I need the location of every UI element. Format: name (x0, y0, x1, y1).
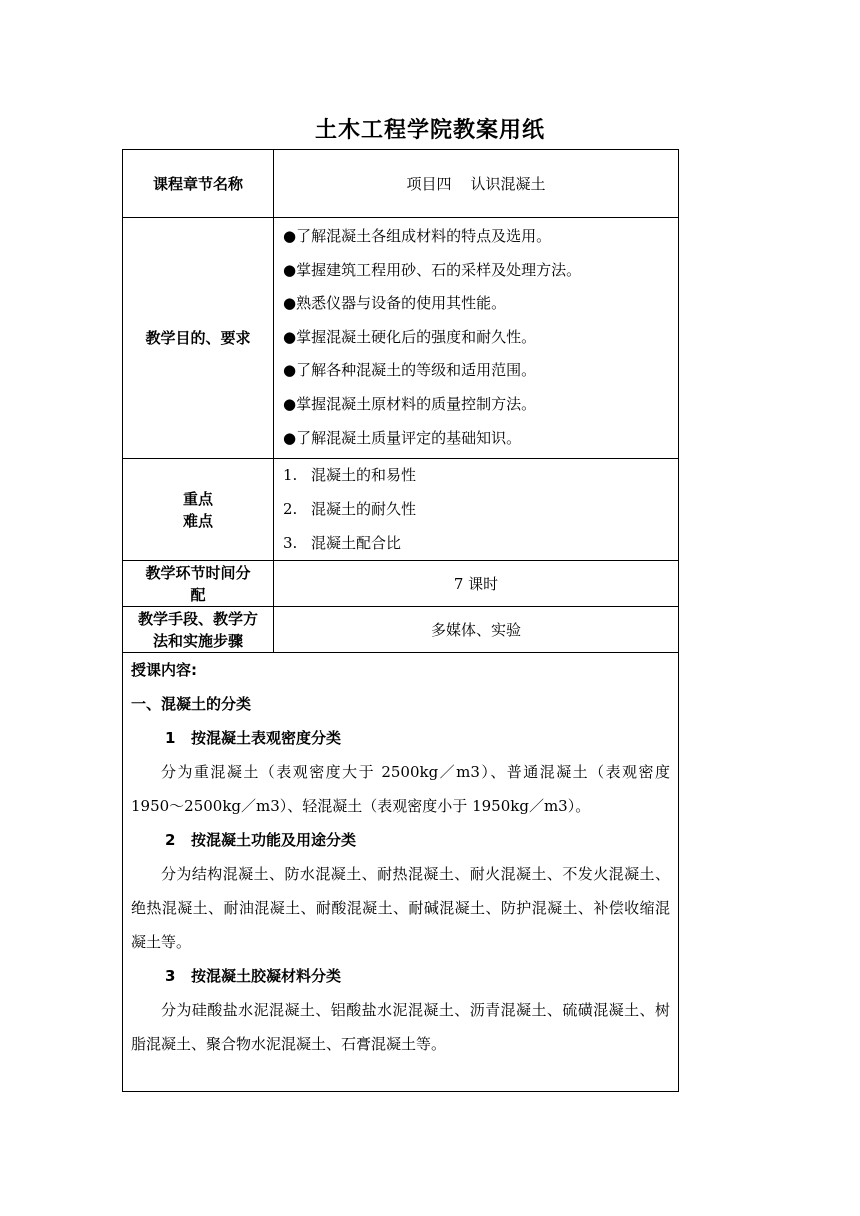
page-title: 土木工程学院教案用纸 (314, 118, 545, 143)
objective-item: ●了解混凝土质量评定的基础知识。 (283, 428, 522, 447)
objectives-list (274, 218, 678, 458)
bullet-icon: ● (283, 361, 297, 380)
chapter-value (274, 150, 679, 218)
lecture-content (123, 653, 679, 1092)
objective-item: ●了解各种混凝土的等级和适用范围。 (283, 361, 537, 380)
content-row (123, 653, 679, 1092)
subsection-heading: 1 按混凝土表观密度分类 (165, 729, 342, 748)
objectives-cell (274, 218, 679, 459)
subsection-paragraph: 分为硅酸盐水泥混凝土、铝酸盐水泥混凝土、沥青混凝土、硫磺混凝土、树脂混凝土、聚合物水泥混凝土、石膏混凝土等。 (131, 1001, 670, 1054)
bullet-icon: ● (283, 394, 297, 413)
time-row (123, 561, 679, 607)
bullet-icon: ● (283, 294, 297, 313)
chapter-label: 课程章节名称 (123, 150, 274, 218)
bullet-icon: ● (283, 327, 297, 346)
subsection-heading: 2 按混凝土功能及用途分类 (165, 831, 357, 850)
subsection-paragraph: 分为结构混凝土、防水混凝土、耐热混凝土、耐火混凝土、不发火混凝土、绝热混凝土、耐油混凝土、耐酸混凝土、耐碱混凝土、防护混凝土、补偿收缩混凝土等。 (131, 865, 670, 952)
objectives-label: 教学目的、要求 (123, 218, 274, 459)
time-value: 7 课时 (274, 561, 679, 607)
key-point-item: 1. 混凝土的和易性 (283, 466, 417, 485)
objective-item: ●掌握建筑工程用砂、石的采样及处理方法。 (283, 260, 582, 279)
bullet-icon: ● (283, 227, 297, 245)
key-point-item: 3. 混凝土配合比 (283, 533, 402, 552)
subsection-heading: 3 按混凝土胶凝材料分类 (165, 967, 342, 986)
time-label: 教学环节时间分 配 (123, 561, 274, 607)
key-points-cell (274, 459, 679, 561)
chapter-row (123, 150, 679, 218)
bullet-icon: ● (283, 260, 297, 279)
bullet-icon: ● (283, 428, 297, 447)
methods-row (123, 607, 679, 653)
methods-value: 多媒体、实验 (274, 607, 679, 653)
objective-item: ●熟悉仪器与设备的使用其性能。 (283, 294, 507, 313)
lesson-plan-table (122, 149, 679, 1092)
key-points-label: 重点 难点 (123, 459, 274, 561)
methods-label: 教学手段、教学方 法和实施步骤 (123, 607, 274, 653)
chapter-text: 项目四 认识混凝土 (406, 175, 546, 193)
objective-item: ●了解混凝土各组成材料的特点及选用。 (283, 227, 552, 245)
objective-item: ●掌握混凝土原材料的质量控制方法。 (283, 394, 537, 413)
objectives-row (123, 218, 679, 459)
subsection-paragraph: 分为重混凝土（表观密度大于 2500kg／m3）、普通混凝土（表观密度 1950～2500kg／m3）、轻混凝土（表观密度小于 1950kg／m3）。 (131, 763, 670, 816)
content-heading: 授课内容: (131, 661, 197, 680)
objective-item: ●掌握混凝土硬化后的强度和耐久性。 (283, 327, 537, 346)
section-heading: 一、混凝土的分类 (131, 695, 252, 714)
key-point-item: 2. 混凝土的耐久性 (283, 499, 417, 518)
key-points-row (123, 459, 679, 561)
